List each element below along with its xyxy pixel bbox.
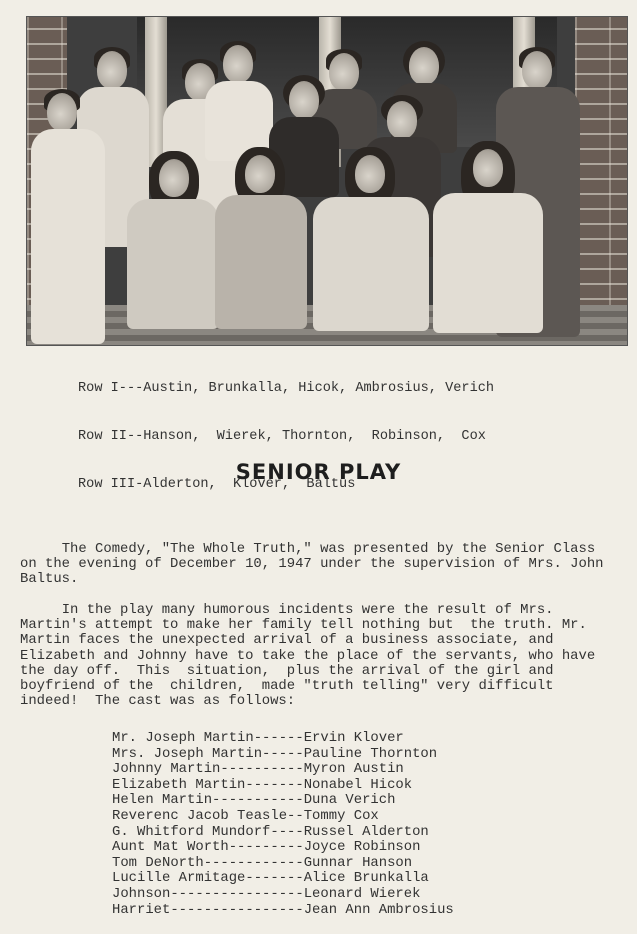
cast-entry: Mr. Joseph Martin------Ervin Klover [112, 730, 404, 746]
brick-wall-right [575, 17, 627, 345]
cast-entry: G. Whitford Mundorf----Russel Alderton [112, 823, 429, 840]
cast-entry: Elizabeth Martin-------Nonabel Hicok [112, 776, 413, 793]
cast-entry: Johnson----------------Leonard Wierek [112, 885, 421, 902]
cast-entry: Reverenc Jacob Teasle--Tommy Cox [112, 807, 379, 824]
cast-list [112, 731, 454, 918]
caption-row: Row I---Austin, Brunkalla, Hicok, Ambrosius, Verich [78, 381, 495, 396]
cast-entry: Tom DeNorth------------Gunnar Hanson [112, 854, 413, 871]
plot-paragraph: In the play many humorous incidents were the result of Mrs. Martin's attempt to make her family tell nothing but the truth. Mr. Martin faces the unexpected arrival of a business associate, and Elizabeth and Johnny have to take the place of the servants, who have the day off. This situation, plus the arrival of the girl and boyfriend of the children, made "truth telling" very difficult indeed! The cast was as follows: [20, 602, 604, 710]
section-heading: SENIOR PLAY [235, 460, 402, 484]
cast-entry: Helen Martin-----------Duna Verich [112, 792, 396, 809]
class-photo [26, 16, 628, 346]
caption-row: Row III-Alderton, Klover, Baltus [78, 477, 356, 492]
photo-caption [78, 349, 494, 509]
caption-row: Row II--Hanson, Wierek, Thornton, Robinson, Cox [78, 429, 486, 444]
cast-entry: Mrs. Joseph Martin-----Pauline Thornton [112, 745, 438, 762]
cast-entry: Johnny Martin----------Myron Austin [112, 761, 404, 778]
cast-entry: Harriet----------------Jean Ann Ambrosius [112, 901, 454, 918]
cast-entry: Aunt Mat Worth---------Joyce Robinson [112, 839, 421, 856]
intro-paragraph: The Comedy, "The Whole Truth," was presented by the Senior Class on the evening of December 10, 1947 under the supervision of Mrs. John Baltus. [20, 541, 612, 588]
cast-entry: Lucille Armitage-------Alice Brunkalla [112, 870, 429, 887]
